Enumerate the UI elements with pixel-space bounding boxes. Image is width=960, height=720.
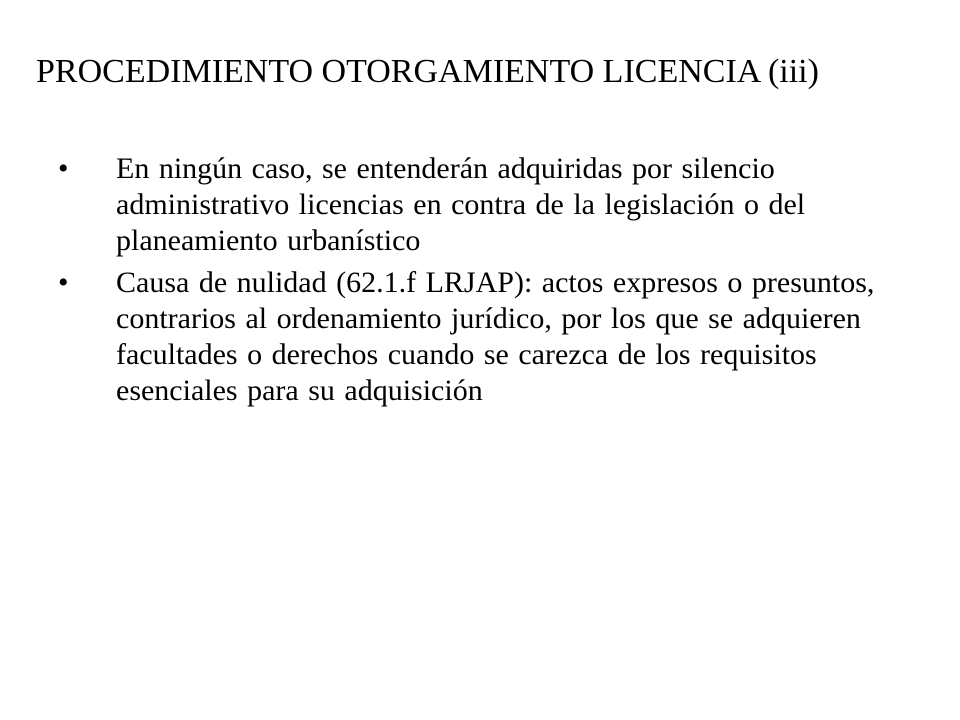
bullet-list xyxy=(58,151,898,415)
bullet-text: Causa de nulidad (62.1.f LRJAP): actos expresos o presuntos, contrarios al ordenamiento jurídico, por los que se adquieren facultades o derechos cuando se carezca de los requisitos esenciales para su adquisición xyxy=(116,266,875,407)
bullet-icon: • xyxy=(58,266,69,299)
bullet-item-silencio xyxy=(58,151,898,259)
bullet-text: En ningún caso, se entenderán adquiridas por silencio administrativo licencias en contra de la legislación o del planeamiento urbanístico xyxy=(116,152,806,257)
slide-title: PROCEDIMIENTO OTORGAMIENTO LICENCIA (iii) xyxy=(36,53,819,90)
bullet-icon: • xyxy=(58,152,69,185)
bullet-item-nulidad xyxy=(58,265,898,409)
